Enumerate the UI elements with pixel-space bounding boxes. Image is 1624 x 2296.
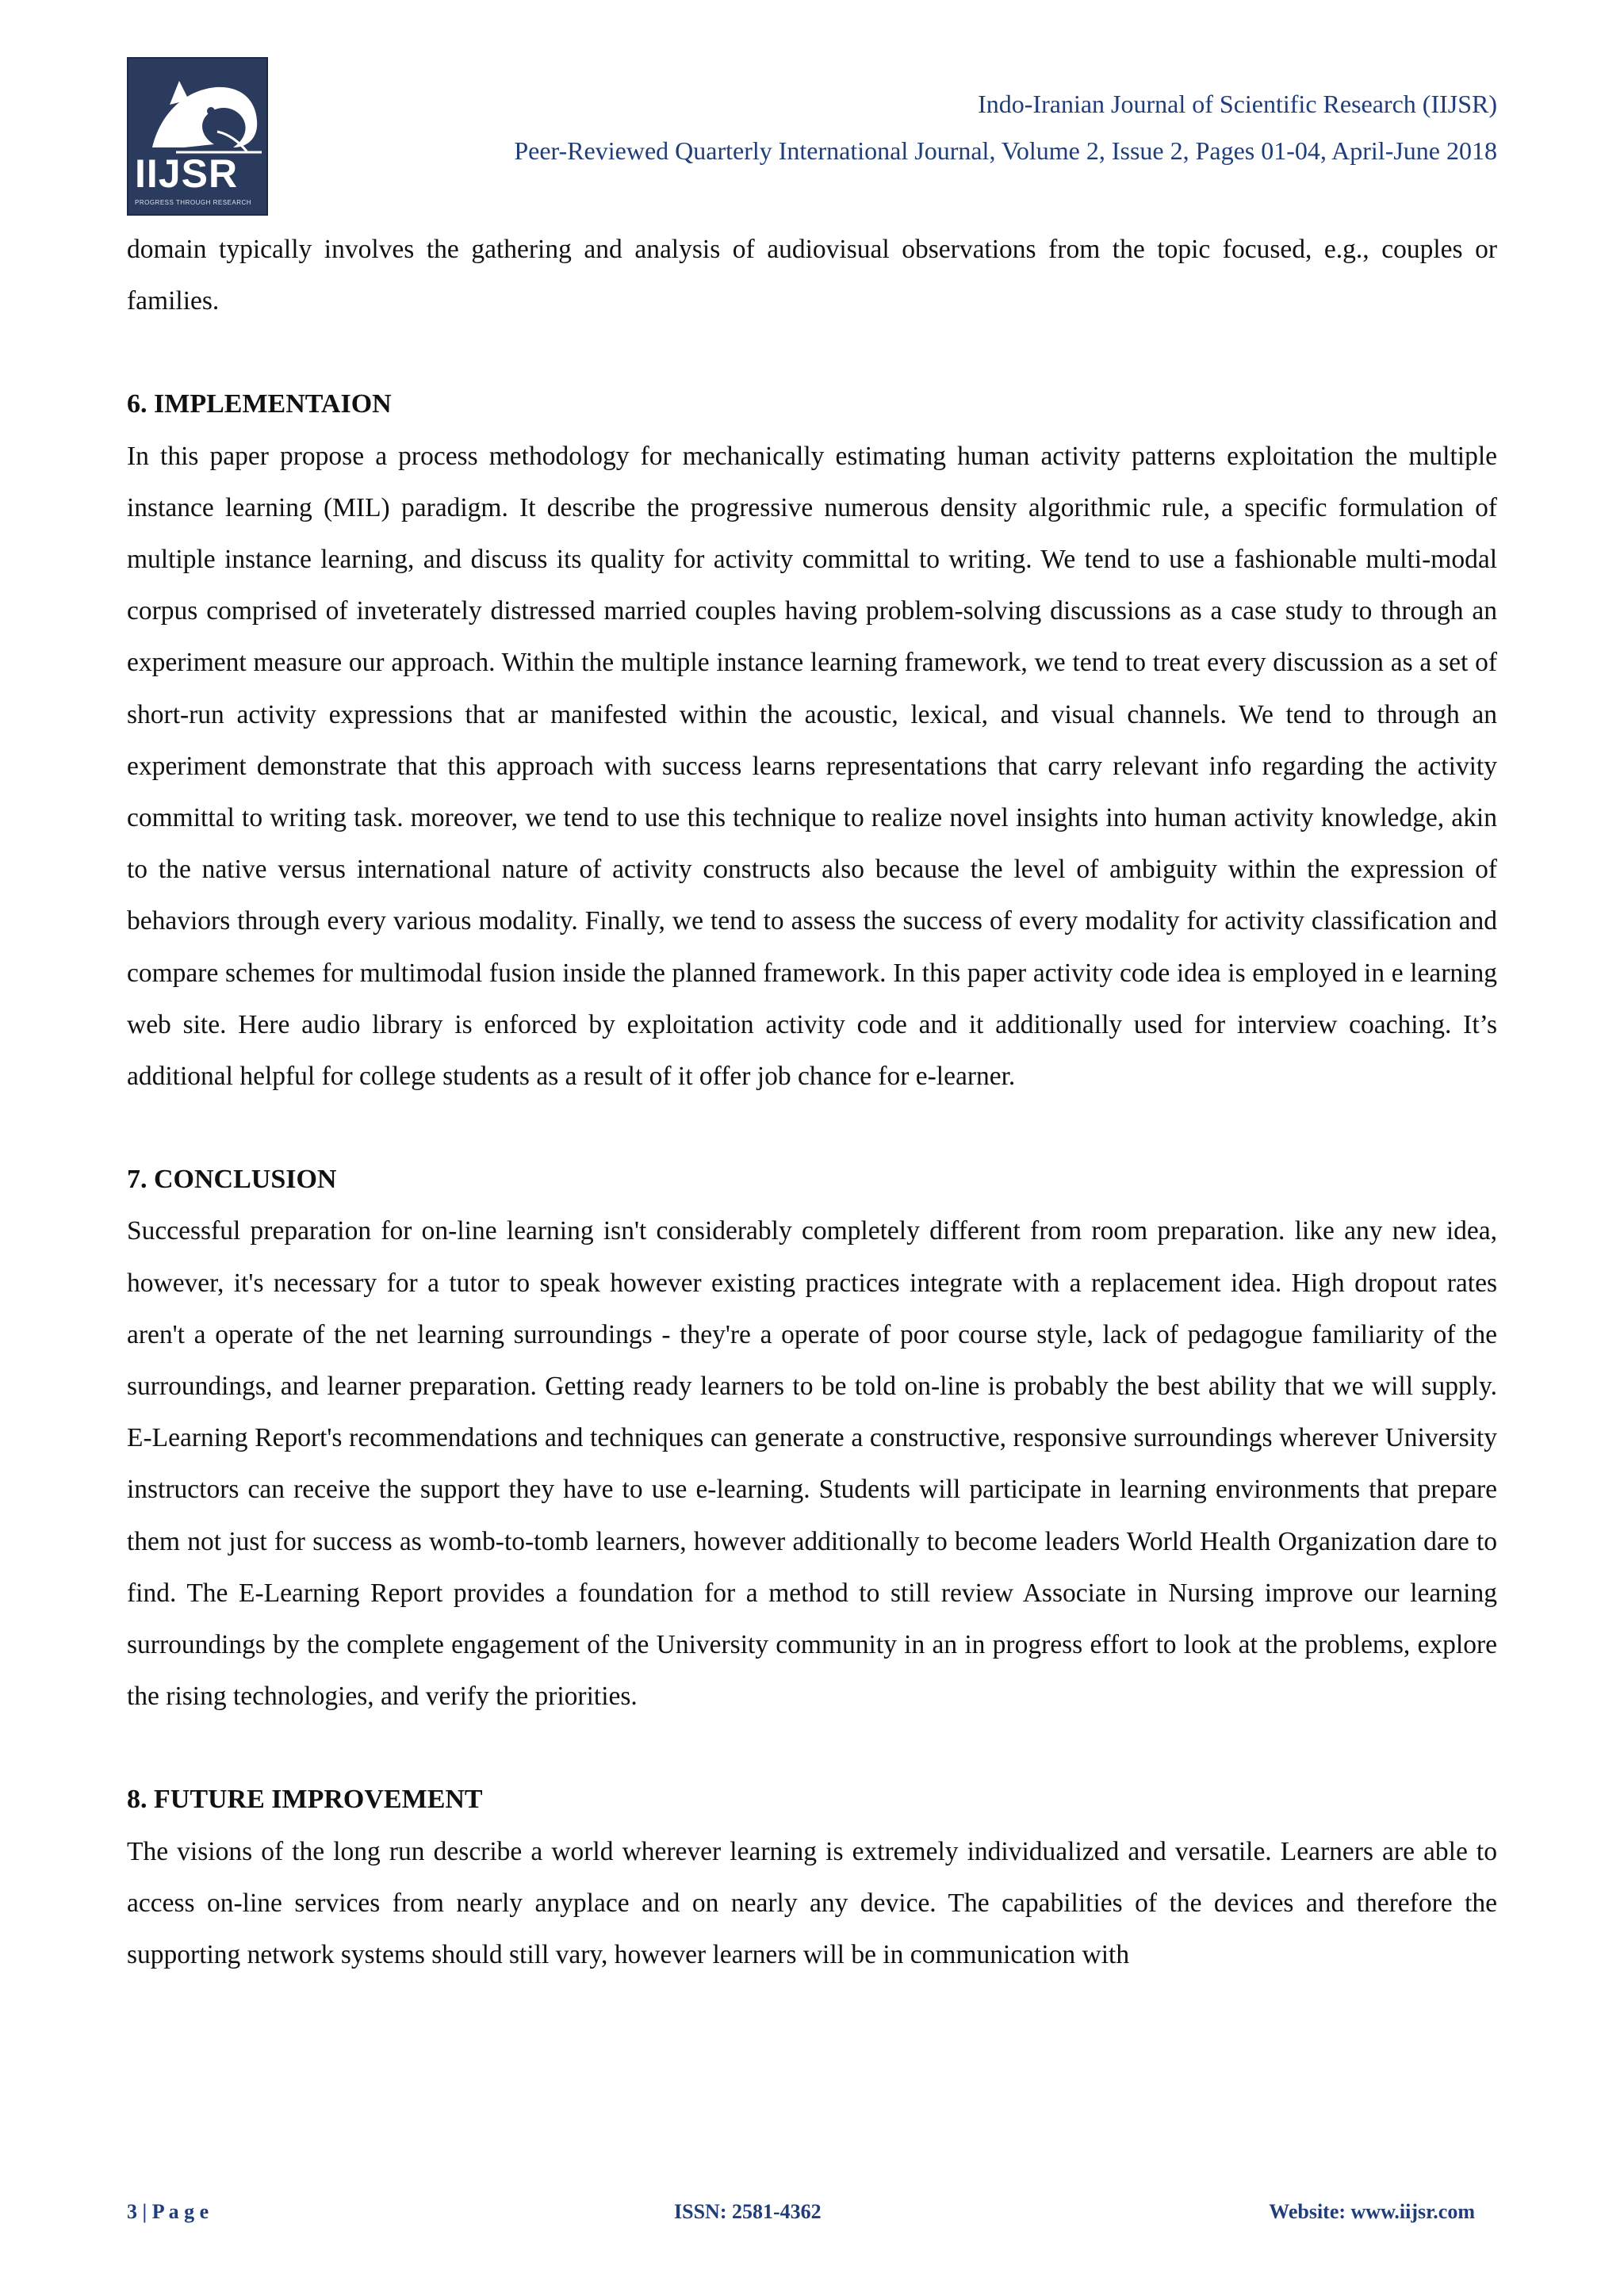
section-heading-future-improvement: 8. FUTURE IMPROVEMENT bbox=[127, 1785, 483, 1815]
logo-wordmark: IIJSR bbox=[135, 151, 239, 196]
journal-name: Indo-Iranian Journal of Scientific Research (IIJSR) bbox=[978, 90, 1497, 118]
article-body bbox=[127, 224, 1497, 1980]
intro-paragraph: domain typically involves the gathering and analysis of audiovisual observations from the topic focused, e.g., couples or families. bbox=[127, 235, 1497, 316]
section-heading-conclusion: 7. CONCLUSION bbox=[127, 1165, 337, 1195]
section-spacer bbox=[127, 1722, 1497, 1774]
section-text-future-improvement: The visions of the long run describe a world wherever learning is extremely individualized and versatile. Learners are able to access on-line services from nearly anyplace and on nearly any device. The capabilities of the devices and therefore the supporting network systems should still vary, however learners will be in communication with bbox=[127, 1836, 1497, 1970]
section-spacer bbox=[127, 1102, 1497, 1154]
section-text-implementation: In this paper propose a process methodology for mechanically estimating human activity patterns exploitation the multiple instance learning (MIL) paradigm. It describe the progressive numerous density algorithmic rule, a specific formulation of multiple instance learning, and discuss its quality for activity committal to writing. We tend to use a fashionable multi-modal corpus comprised of inveterately distressed married couples having problem-solving discussions as a case study to through an experiment measure our approach. Within the multiple instance learning framework, we tend to treat every discussion as a set of short-run activity expressions that ar manifested within the acoustic, lexical, and visual channels. We tend to through an experiment demonstrate that this approach with success learns representations that carry relevant info regarding the activity committal to writing task. moreover, we tend to use this technique to realize novel insights into human activity knowledge, akin to the native versus international nature of activity constructs also because the level of ambiguity within the expression of behaviors through every various modality. Finally, we tend to assess the success of every modality for activity classification and compare schemes for multimodal fusion inside the planned framework. In this paper activity code idea is employed in e learning web site. Here audio library is enforced by exploitation activity code and it additionally used for interview coaching. It’s additional helpful for college students as a result of it offer job chance for e-learner. bbox=[127, 441, 1497, 1092]
logo-tagline: PROGRESS THROUGH RESEARCH bbox=[135, 199, 252, 206]
issn-label: ISSN: 2581-4362 bbox=[674, 2200, 822, 2223]
journal-logo bbox=[127, 57, 268, 216]
website-link[interactable]: Website: www.iijsr.com bbox=[1269, 2200, 1475, 2223]
journal-issue-info: Peer-Reviewed Quarterly International Journal, Volume 2, Issue 2, Pages 01-04, April-June 2018 bbox=[514, 136, 1497, 165]
page-number: 3 | P a g e bbox=[127, 2200, 209, 2223]
section-text-conclusion: Successful preparation for on-line learning isn't considerably completely different from room preparation. like any new idea, however, it's necessary for a tutor to speak however existing practices integrate with a replacement idea. High dropout rates aren't a operate of the net learning surroundings - they're a operate of poor course style, lack of pedagogue familiarity of the surroundings, and learner preparation. Getting ready learners to be told on-line is probably the best ability that we will supply. E-Learning Report's recommendations and techniques can generate a constructive, responsive surroundings wherever University instructors can receive the support they have to use e-learning. Students will participate in learning environments that prepare them not just for success as womb-to-tomb learners, however additionally to become leaders World Health Organization dare to find. The E-Learning Report provides a foundation for a method to still review Associate in Nursing improve our learning surroundings by the complete engagement of the University community in an in progress effort to look at the problems, explore the rising technologies, and verify the priorities. bbox=[127, 1216, 1497, 1712]
section-spacer bbox=[127, 327, 1497, 378]
section-heading-implementation: 6. IMPLEMENTAION bbox=[127, 389, 392, 419]
